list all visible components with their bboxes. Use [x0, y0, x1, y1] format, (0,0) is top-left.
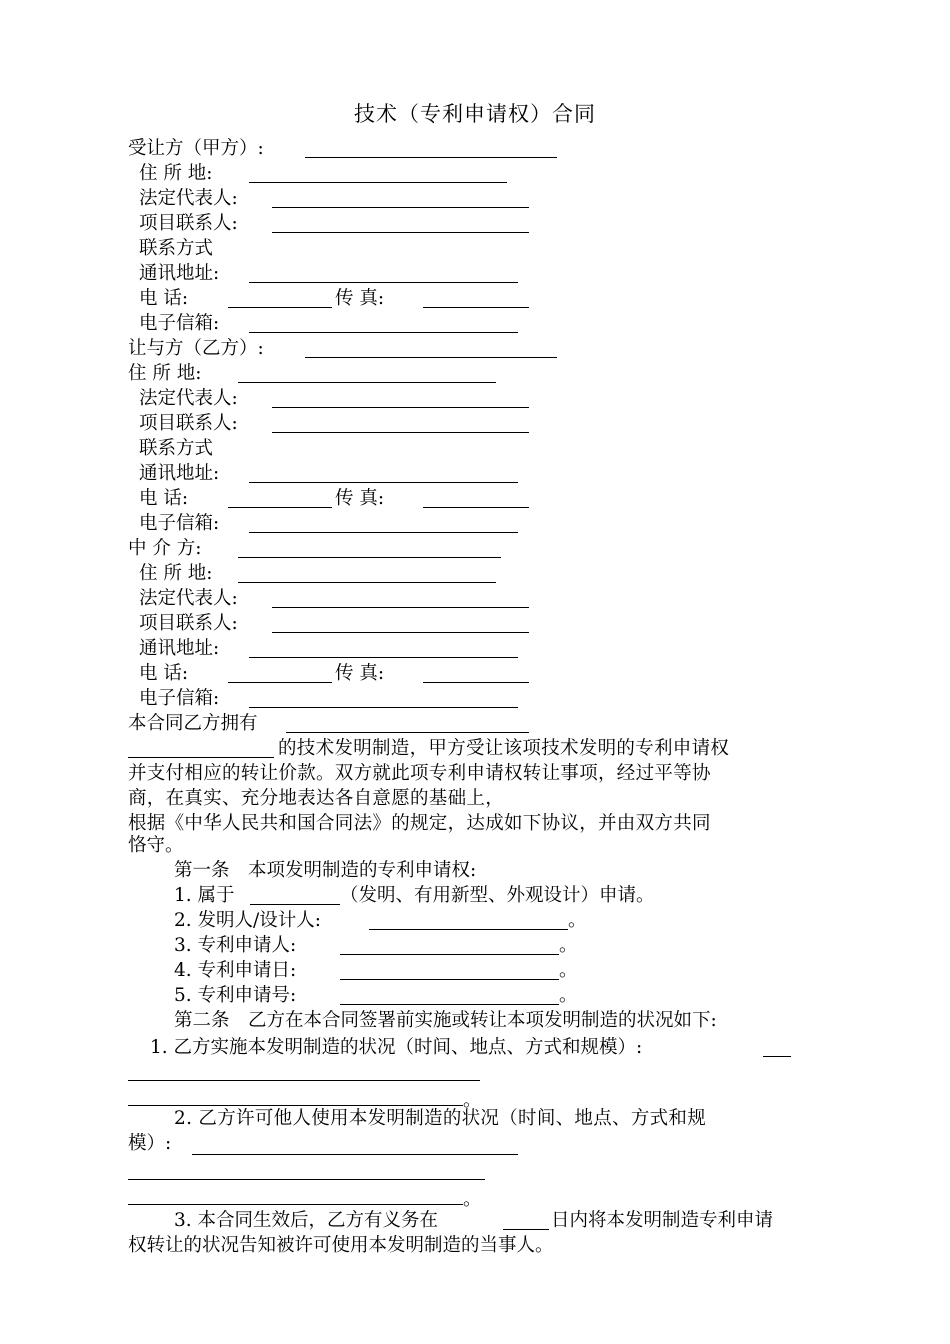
intermediary-mail-address-label: 通讯地址: [139, 638, 220, 659]
article-2-item-2-blank-a [192, 1154, 518, 1155]
preamble-line-6: 恪守。 [128, 835, 184, 856]
article-2-item-2-line-2: 模）: [128, 1133, 172, 1154]
article-2-item-1: 1. 乙方实施本发明制造的状况（时间、地点、方式和规模）: [150, 1037, 643, 1058]
preamble-line-3: 并支付相应的转让价款。双方就此项专利申请权转让事项，经过平等协 [128, 763, 711, 784]
preamble-owns-blank [286, 732, 529, 733]
intermediary-email-label: 电子信箱: [139, 688, 220, 709]
party-b-name-blank [305, 357, 557, 358]
preamble-owns: 本合同乙方拥有 [128, 713, 258, 734]
party-b-fax-blank [423, 507, 529, 508]
intermediary-legal-rep-label: 法定代表人: [139, 588, 238, 609]
intermediary-fax-label: 传 真: [335, 663, 385, 684]
party-a-fax-label: 传 真: [335, 288, 385, 309]
party-a-phone-blank [228, 307, 332, 308]
article-2-heading: 第二条 乙方在本合同签署前实施或转让本项发明制造的状况如下: [174, 1010, 717, 1031]
party-a-address-label: 住 所 地: [139, 163, 213, 184]
intermediary-phone-label: 电 话: [139, 663, 189, 684]
article-1-item-5-period: 。 [559, 985, 578, 1006]
article-1-item-4-period: 。 [559, 960, 578, 981]
article-1-item-1-post: （发明、有用新型、外观设计）申请。 [340, 885, 655, 906]
intermediary-heading: 中 介 方: [128, 538, 202, 559]
party-a-fax-blank [423, 307, 529, 308]
article-2-item-3-pre: 3. 本合同生效后，乙方有义务在 [174, 1210, 439, 1231]
article-2-item-1-blank-b [128, 1080, 480, 1081]
party-a-address-blank [249, 182, 507, 183]
party-b-contact-method-label: 联系方式 [139, 438, 214, 459]
preamble-line-2: 的技术发明制造，甲方受让该项技术发明的专利申请权 [278, 738, 730, 759]
article-1-item-3-period: 。 [559, 935, 578, 956]
party-a-contact-person-label: 项目联系人: [139, 213, 238, 234]
article-1-item-3: 3. 专利申请人: [174, 935, 297, 956]
intermediary-email-blank [249, 707, 518, 708]
party-b-contact-person-label: 项目联系人: [139, 413, 238, 434]
party-a-contact-person-blank [272, 232, 529, 233]
party-a-heading: 受让方（甲方）: [128, 138, 264, 159]
party-a-phone-label: 电 话: [139, 288, 189, 309]
party-a-email-label: 电子信箱: [139, 313, 220, 334]
article-2-item-3-blank [503, 1229, 549, 1230]
article-2-item-2-line-1: 2. 乙方许可他人使用本发明制造的状况（时间、地点、方式和规 [174, 1108, 707, 1129]
article-2-item-2-blank-c [128, 1204, 463, 1205]
party-b-phone-label: 电 话: [139, 488, 189, 509]
intermediary-phone-blank [228, 682, 332, 683]
article-1-item-5: 5. 专利申请号: [174, 985, 297, 1006]
preamble-line-5: 根据《中华人民共和国合同法》的规定，达成如下协议，并由双方共同 [128, 813, 711, 834]
party-b-legal-rep-blank [272, 407, 529, 408]
article-2-item-1-blank-a [763, 1056, 791, 1057]
article-1-item-4-blank [340, 979, 559, 980]
article-1-item-1-blank [250, 904, 340, 905]
article-1-item-1-pre: 1. 属于 [174, 885, 235, 906]
party-a-email-blank [249, 332, 518, 333]
article-1-heading: 第一条 本项发明制造的专利申请权: [174, 860, 477, 881]
article-2-item-3-post: 日内将本发明制造专利申请 [551, 1210, 774, 1231]
article-1-item-2-blank [369, 929, 568, 930]
party-b-mail-address-label: 通讯地址: [139, 463, 220, 484]
article-1-item-4: 4. 专利申请日: [174, 960, 297, 981]
party-b-address-blank [238, 382, 496, 383]
party-b-contact-person-blank [272, 432, 529, 433]
party-a-legal-rep-label: 法定代表人: [139, 188, 238, 209]
article-1-item-2-period: 。 [568, 910, 587, 931]
intermediary-legal-rep-blank [272, 607, 529, 608]
party-b-email-blank [249, 532, 518, 533]
party-a-contact-method-label: 联系方式 [139, 238, 214, 259]
intermediary-fax-blank [423, 682, 529, 683]
intermediary-address-blank [238, 582, 496, 583]
party-b-email-label: 电子信箱: [139, 513, 220, 534]
article-1-item-3-blank [340, 954, 559, 955]
party-a-legal-rep-blank [272, 207, 529, 208]
party-a-name-blank [305, 157, 557, 158]
document-title: 技术（专利申请权）合同 [354, 102, 596, 126]
intermediary-contact-person-label: 项目联系人: [139, 613, 238, 634]
party-a-mail-address-label: 通讯地址: [139, 263, 220, 284]
preamble-line-4: 商，在真实、充分地表达各自意愿的基础上， [128, 788, 505, 809]
party-a-mail-address-blank [249, 282, 518, 283]
article-2-item-1-period: 。 [463, 1090, 482, 1111]
party-b-legal-rep-label: 法定代表人: [139, 388, 238, 409]
party-b-address-label: 住 所 地: [128, 363, 202, 384]
party-b-mail-address-blank [249, 482, 518, 483]
party-b-heading: 让与方（乙方）: [128, 338, 264, 359]
article-1-item-5-blank [340, 1004, 559, 1005]
intermediary-address-label: 住 所 地: [139, 563, 213, 584]
article-2-item-2-blank-b [128, 1179, 485, 1180]
article-2-item-2-period: 。 [463, 1189, 482, 1210]
article-1-item-2: 2. 发明人/设计人: [174, 910, 321, 931]
party-b-fax-label: 传 真: [335, 488, 385, 509]
party-b-phone-blank [228, 507, 332, 508]
intermediary-contact-person-blank [272, 632, 529, 633]
intermediary-name-blank [238, 557, 501, 558]
intermediary-mail-address-blank [249, 657, 518, 658]
article-2-item-3-line-2: 权转让的状况告知被许可使用本发明制造的当事人。 [128, 1235, 554, 1256]
preamble-invention-blank [128, 757, 274, 758]
